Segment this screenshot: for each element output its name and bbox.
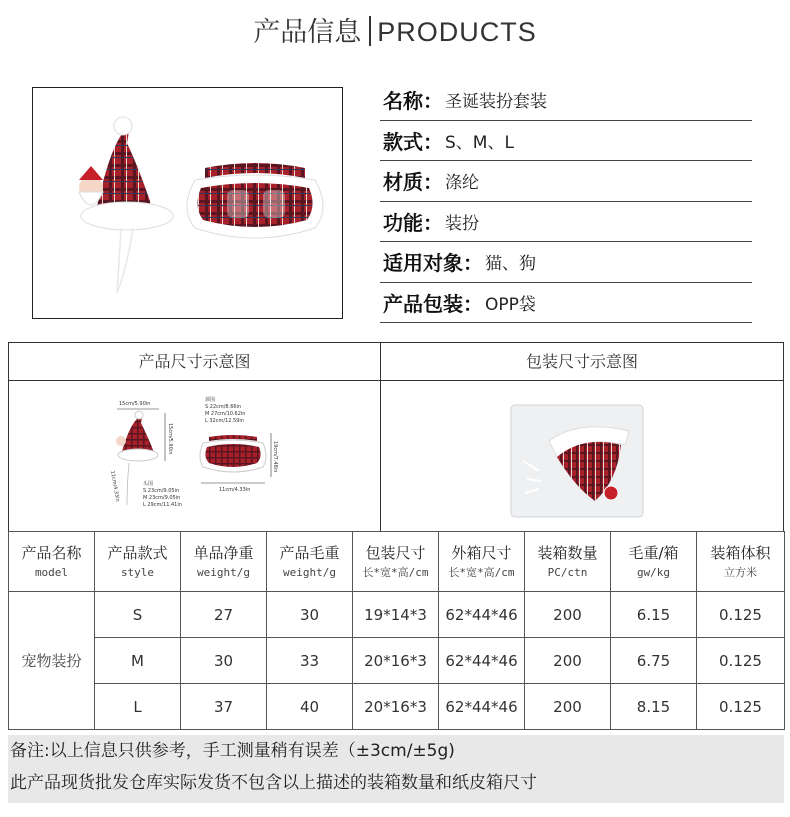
note-line: 备注:以上信息只供参考，手工测量稍有误差（±3cm/±5g) xyxy=(10,741,455,761)
info-value: 猫、狗 xyxy=(485,254,536,275)
table-cell: 20*16*3 xyxy=(353,684,439,730)
info-row-name xyxy=(380,80,752,121)
table-cell: 6.15 xyxy=(611,592,697,638)
table-cell: 37 xyxy=(181,684,267,730)
info-key: 名称： xyxy=(383,89,443,114)
page-header xyxy=(0,12,790,53)
table-cell: 0.125 xyxy=(697,684,785,730)
info-value: 装扮 xyxy=(445,213,479,234)
size-diagram-title: 产品尺寸示意图 xyxy=(138,352,251,371)
collar-height-label: 19cm/7.48in xyxy=(272,441,278,473)
info-value: 圣诞装扮套装 xyxy=(445,92,547,113)
table-cell: 200 xyxy=(525,684,611,730)
table-cell: 30 xyxy=(181,638,267,684)
divider xyxy=(9,380,783,381)
table-cell: M xyxy=(95,638,181,684)
info-key: 产品包装： xyxy=(383,291,483,316)
collar-size-s: S 22cm/8.66in xyxy=(205,404,242,410)
table-cell: 33 xyxy=(267,638,353,684)
product-name-cell: 宠物装扮 xyxy=(9,592,95,730)
hat-strap-label: 11cm/4.33in xyxy=(109,470,121,503)
info-key: 适用对象： xyxy=(383,251,483,276)
table-cell: 0.125 xyxy=(697,592,785,638)
table-cell: 62*44*46 xyxy=(439,638,525,684)
table-cell: 27 xyxy=(181,592,267,638)
info-value: OPP袋 xyxy=(485,294,536,315)
santa-hat-image xyxy=(79,117,173,293)
collar-label: 颈围 xyxy=(205,397,216,403)
info-key: 功能： xyxy=(383,210,443,235)
notes-box xyxy=(8,735,784,803)
header-title-cn: 产品信息 xyxy=(253,17,362,48)
collar-width-label: 11cm/4.33in xyxy=(219,487,251,493)
header-title-en: PRODUCTS xyxy=(377,17,537,47)
table-cell: 62*44*46 xyxy=(439,684,525,730)
table-cell: 6.75 xyxy=(611,638,697,684)
table-cell: L xyxy=(95,684,181,730)
info-row-packaging xyxy=(380,283,752,324)
table-cell: 30 xyxy=(267,592,353,638)
table-row xyxy=(9,592,785,638)
hat-head-label: 头围 xyxy=(143,481,154,487)
product-photo-illustration xyxy=(33,88,342,318)
table-header-cell: 产品名称 model xyxy=(9,532,95,592)
hat-size-s: S 23cm/9.05in xyxy=(143,488,180,494)
table-cell: 20*16*3 xyxy=(353,638,439,684)
info-key: 材质： xyxy=(383,170,443,195)
table-cell: 8.15 xyxy=(611,684,697,730)
table-header-cell: 外箱尺寸 长*宽*高/cm xyxy=(439,532,525,592)
package-diagram xyxy=(509,401,649,521)
table-header-cell: 装箱体积 立方米 xyxy=(697,532,785,592)
hat-height-label: 15cm/5.90in xyxy=(167,423,173,455)
hat-width-label: 15cm/5.90in xyxy=(119,401,151,407)
header-separator xyxy=(369,16,371,46)
table-header-cell: 装箱数量 PC/ctn xyxy=(525,532,611,592)
table-cell: 200 xyxy=(525,592,611,638)
info-row-target xyxy=(380,242,752,283)
info-value: 涤纶 xyxy=(445,173,479,194)
product-info-list xyxy=(380,80,752,323)
info-row-material xyxy=(380,161,752,202)
table-header-row xyxy=(9,532,785,592)
table-cell: 40 xyxy=(267,684,353,730)
package-diagram-title: 包装尺寸示意图 xyxy=(525,352,638,371)
table-row xyxy=(9,684,785,730)
collar-image xyxy=(187,163,323,238)
table-cell: 200 xyxy=(525,638,611,684)
size-diagram xyxy=(99,389,279,529)
table-header-cell: 产品款式 style xyxy=(95,532,181,592)
info-row-style xyxy=(380,121,752,162)
table-header-cell: 毛重/箱 gw/kg xyxy=(611,532,697,592)
table-cell: 19*14*3 xyxy=(353,592,439,638)
product-photo xyxy=(32,87,343,319)
info-value: S、M、L xyxy=(445,132,514,153)
table-header-cell: 包装尺寸 长*宽*高/cm xyxy=(353,532,439,592)
table-cell: S xyxy=(95,592,181,638)
hat-size-m: M 23cm/9.05in xyxy=(143,495,181,501)
info-row-function xyxy=(380,202,752,243)
table-row xyxy=(9,638,785,684)
table-header-cell: 产品毛重 weight/g xyxy=(267,532,353,592)
info-key: 款式： xyxy=(383,129,443,154)
table-cell: 62*44*46 xyxy=(439,592,525,638)
diagram-panel xyxy=(8,342,784,532)
collar-size-m: M 27cm/10.62in xyxy=(205,411,246,417)
spec-table xyxy=(8,531,785,730)
note-line: 此产品现货批发仓库实际发货不包含以上描述的装箱数量和纸皮箱尺寸 xyxy=(10,773,537,793)
table-cell: 0.125 xyxy=(697,638,785,684)
hat-size-l: L 29cm/11.41in xyxy=(143,502,182,508)
collar-size-l: L 32cm/12.59in xyxy=(205,418,244,424)
table-header-cell: 单品净重 weight/g xyxy=(181,532,267,592)
